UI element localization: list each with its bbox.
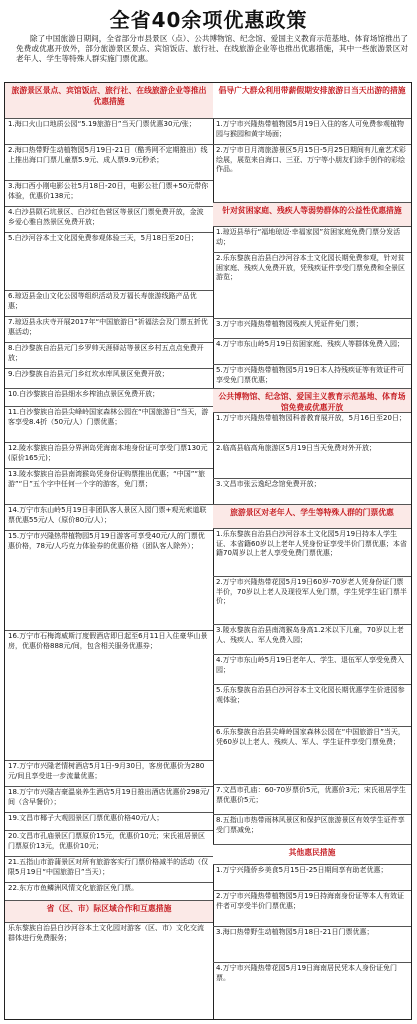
right-section-header: 旅游景区对老年人、学生等特殊人群的门票优惠 — [213, 505, 411, 529]
policy-item: 21.五指山市游蒲景区对所有旅游客实行门票价格减半的活动（仅限5月19日“中国旅游日”当天）； — [5, 857, 213, 883]
policy-item: 7.文昌市孔庙：60-70岁票价5元，优惠价3元；宋氏祖居学生票优惠价5元； — [213, 785, 411, 815]
policy-item: 1.万宁兴隆侨乡美食5月15日-25日期间享有助老优惠； — [213, 865, 411, 891]
policy-item: 5.乐东黎族自治县白沙河谷本土文化园长期优惠学生价进园参观体验； — [213, 685, 411, 727]
policy-item: 20.文昌市孔庙景区门票原价15元，优惠价10元；宋氏祖居景区门票原价13元，优惠价10元； — [5, 831, 213, 857]
policy-item: 4.万宁市兴隆热带花园5月19日海南居民凭本人身份证免门票。 — [216, 964, 398, 982]
policy-item: 2.海口热带野生动植物园5月19日-21日（酷秀网不定期推出）线上推出海口门票儿童票5.9元、成人票9.9元秒杀； — [5, 145, 213, 181]
policy-item: 22.东方市鱼鳞洲风情文化旅游区免门票。 — [5, 883, 213, 901]
policy-item: 1.万宁市兴隆热带植物园科普教育展开放，5月16日至20日； — [213, 413, 411, 443]
right-section-header: 针对贫困家庭、残疾人等弱势群体的公益性优惠措施 — [213, 203, 411, 227]
intro-paragraph: 除了中国旅游日期间，全省部分市县景区（点）、公共博物馆、纪念馆、爱国主义教育示范基地、体育场馆推出了免费或优惠开放外，部分旅游景区景点、宾馆饭店、旅行社、在线旅游企业等也推出优惠措施，其中一些旅游景区对老年人、学生等特殊人群实施门票优惠。 — [16, 34, 408, 63]
policy-item: 2.乐东黎族自治县白沙河谷本土文化园长期免费参观，针对贫困家庭、残疾人免费开放，凭残疾证件享受门票免费和全景区游览； — [213, 253, 411, 319]
policy-item: 3.海口热带野生动植物园5月18日-21日门票优惠； — [213, 927, 411, 963]
policy-item: 4.万宁市东山岭5月19日老年人、学生、退伍军人享受免费入园； — [213, 655, 411, 685]
policy-item: 4.万宁市东山岭5月19日贫困家庭、残疾人等群体免费入园； — [213, 339, 411, 365]
right-section-header: 倡导广大群众利用带薪假期安排旅游日当天出游的措施 — [213, 83, 411, 119]
policy-item: 1.万宁市兴隆热带植物园5月19日入住的客人可免费参观植物园与猴园和黄宇场面； — [213, 119, 411, 145]
policy-item: 3.海口西小刚电影公社5月18日-20日，电影公社门票+50元带你体验，优惠价138元； — [5, 181, 213, 207]
policy-item: 9.白沙黎族自治县元门乡红坎水库风景区免费开放； — [5, 369, 213, 389]
policy-item: 12.陵水黎族自治县分界洲岛凭海南本地身份证可享受门票130元(原价165元)； — [5, 443, 213, 469]
policy-item: 3.陵水黎族自治县南湾猴岛身高1.2米以下儿童，70岁以上老人、残疾人、军人免费入园； — [213, 625, 411, 655]
policy-item: 8.五指山市热带雨林风景区和保护区旅游景区有效学生证件享受门票减免； — [213, 815, 411, 845]
policy-item: 6.琼迈县金山文化公园等组织活动及万福长寿旅游线路产品优惠； — [5, 291, 213, 317]
left-section-header: 省（区、市）际区域合作和互惠措施 — [5, 901, 213, 923]
policy-item: 11.白沙黎族自治县尖峰岭国家森林公园在“中国旅游日”当天，游客享受8.4折（50元/人）门票优惠； — [5, 407, 213, 443]
right-column — [213, 83, 411, 1019]
policy-item: 6.乐东黎族自治县尖峰岭国家森林公园在“中国旅游日”当天，凭60岁以上老人、残疾人、军人、学生证件享受门票免费； — [213, 727, 411, 785]
policy-item: 10.白沙黎族自治县细水乡榨油点景区免费开放； — [5, 389, 213, 407]
policy-item: 3.文昌市张云逸纪念馆免费开放； — [213, 479, 411, 505]
left-column — [5, 83, 214, 1019]
policy-item: 3.万宁市兴隆热带植物园残疾人凭证件免门票； — [213, 319, 411, 339]
right-section-header: 公共博物馆、纪念馆、爱国主义教育示范基地、体育场馆免费或优惠开放 — [213, 389, 411, 413]
policy-item: 5.白沙河谷本土文化园免费参观体验三天，5月18日至20日； — [5, 233, 213, 291]
policy-item: 15.万宁市兴隆热带植物园5月19日游客可享受40元/人的门票优惠价格，78元/人巧克力体验券的优惠价格（团队客人除外）； — [5, 531, 213, 631]
policy-item: 2.万宁市兴隆热带花园5月19日60岁-70岁老人凭身份证门票半价，70岁以上老人及现役军人免门票，学生凭学生证门票半价； — [213, 577, 411, 625]
policy-item: 1.琼迈县举行“福地琼迈·幸福家园”贫困家庭免费门票分发活动； — [213, 227, 411, 253]
policy-item: 2.临高县临高角旅游区5月19日当天免费对外开放； — [213, 443, 411, 479]
page-title: 全省40余项优惠政策 — [109, 8, 308, 32]
policy-item: 14.万宁市东山岭5月19日非团队客人景区入园门票+观光索道联票优惠55元/人（原价80元/人）； — [5, 505, 213, 531]
policy-table — [4, 82, 412, 1020]
policy-item: 7.琼迈县永庆寺开展2017年“中国旅游日”祈福法会及门票五折优惠活动； — [5, 317, 213, 343]
policy-item: 1.海口火山口地质公园“5.19旅游日”当天门票优惠30元/张； — [5, 119, 213, 145]
policy-item: 2.万宁市日月湾旅游景区5月15日-5月25日期间有儿童艺术彩绘展，展览来自海口、三亚、万宁等小朋友们涂手创作的彩绘作品。 — [213, 145, 411, 203]
policy-item: 13.陵水黎族自治县南湾猴岛凭身份证购票推出优惠；“中国”“旅游”“日”五个字中任何一个字的游客，免门票； — [5, 469, 213, 505]
left-section-header: 旅游景区景点、宾馆饭店、旅行社、在线旅游企业等推出优惠措施 — [5, 83, 213, 119]
policy-item: 4.白沙县陨石坑景区、白沙红色营区等景区门票免费开放，金波乡爱心雅自然景区免费开放； — [5, 207, 213, 233]
policy-item: 17.万宁市兴隆老情树酒店5月1日-9月30日，客房优惠价为280元/间且享受进一步流量优惠； — [5, 761, 213, 787]
policy-item: 2.万宁市兴隆热带植物园5月19日持海南身份证等本人有效证件者可享受半价门票优惠； — [213, 891, 411, 927]
policy-item: 1.乐东黎族自治县白沙河谷本土文化园5月19日持本人学生证、本省籍60岁以上老年人凭身份证享受半价门票优惠；本省籍70周岁以上老人享受免费门票优惠； — [213, 529, 411, 577]
policy-item: 乐东黎族自治县白沙河谷本土文化园对游客（区、市）文化交流群体进行免费服务； — [8, 924, 204, 942]
policy-item: 5.万宁市兴隆热带植物园5月19日本人持残疾证等有效证件可享受免门票优惠； — [213, 365, 411, 389]
policy-item: 18.万宁市兴隆吉豪温泉养生酒店5月19日推出酒店优惠价298元/间（含早餐价）； — [5, 787, 213, 813]
right-section-header: 其他惠民措施 — [213, 845, 411, 865]
policy-item: 8.白沙黎族自治县元门乡罗帅天涯驿站等景区乡村五点点免费开放； — [5, 343, 213, 369]
policy-item: 16.万宁市石梅湾威斯汀度假酒店即日起至6月11日入住豪华山景房，优惠价格888元/间，包含相关服务优惠券； — [5, 631, 213, 761]
policy-item: 19.文昌市椰子大观园景区门票优惠价格40元/人； — [5, 813, 213, 831]
